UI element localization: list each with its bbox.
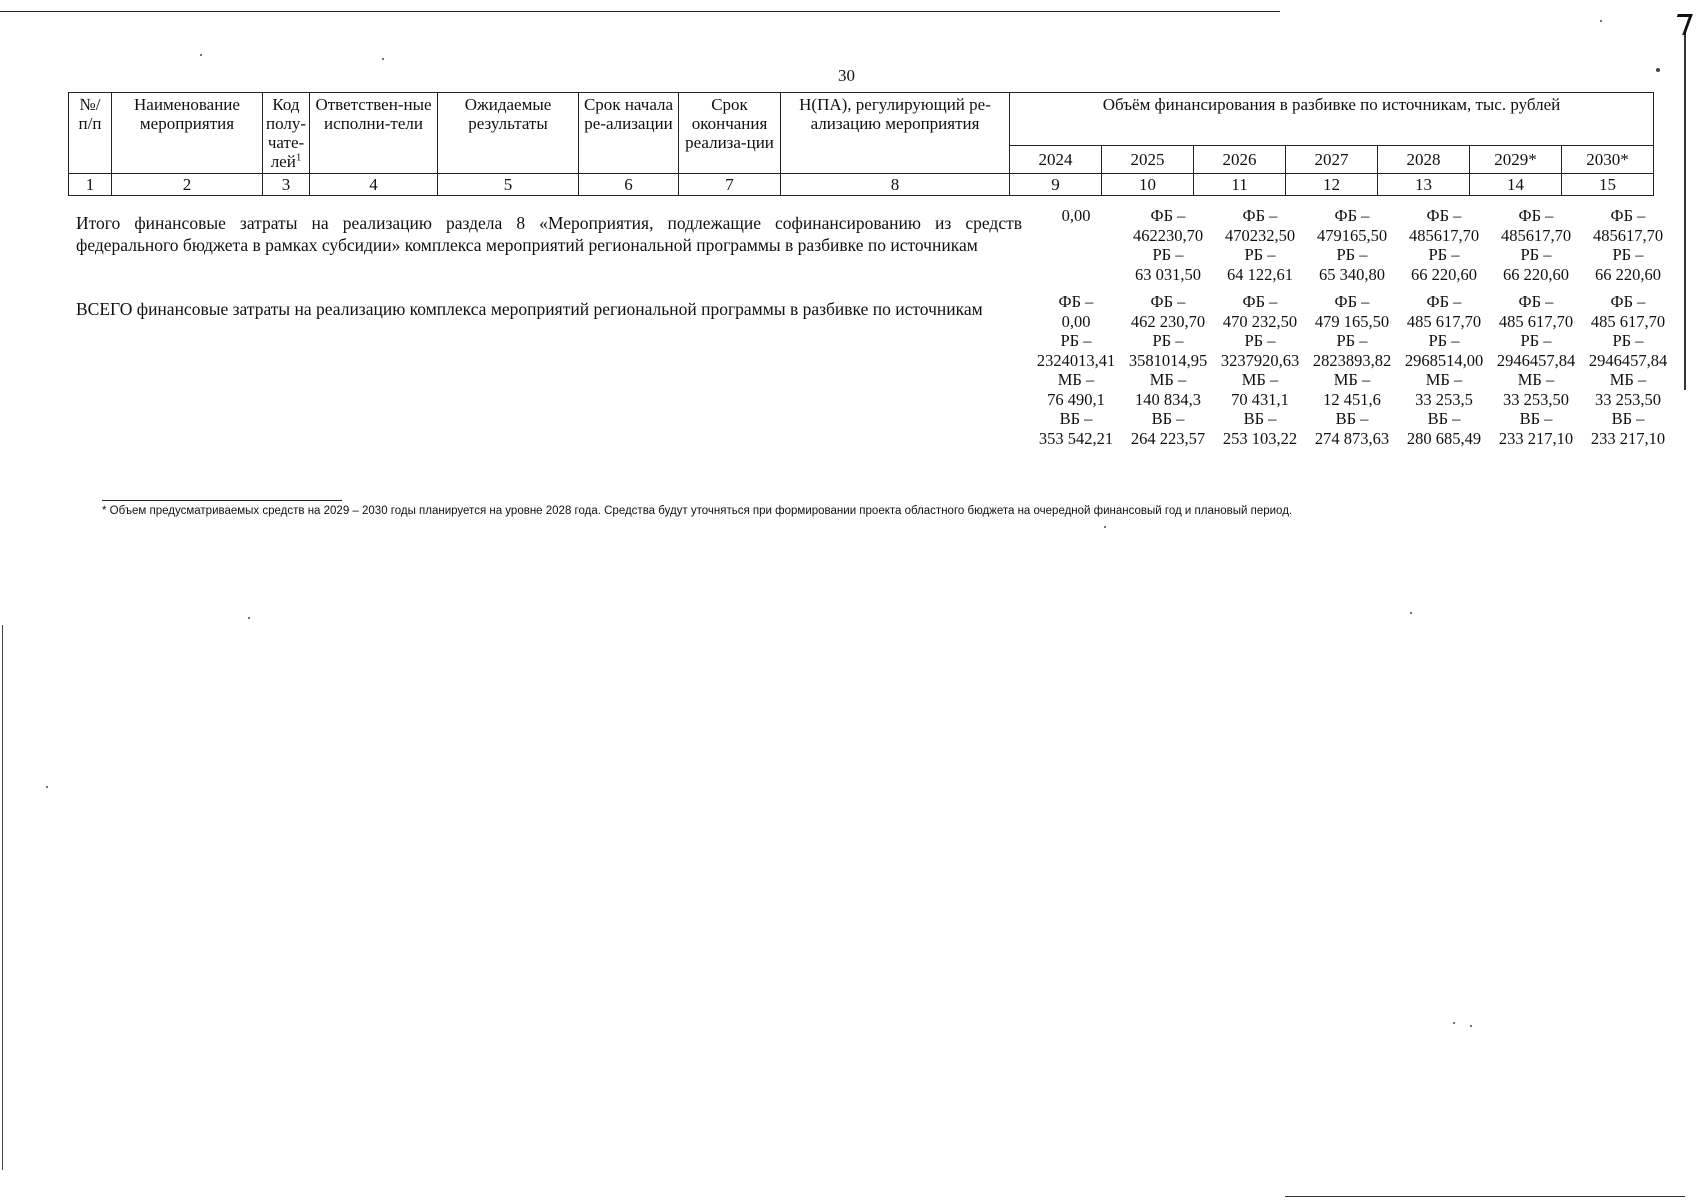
funding-value-line: 66 220,60 (1503, 264, 1569, 284)
funding-value-line: РБ – (1520, 245, 1552, 264)
funding-value-line: РБ – (1060, 331, 1092, 350)
funding-value-line: РБ – (1244, 331, 1276, 350)
funding-value-line: МБ – (1425, 370, 1463, 389)
funding-value-line: РБ – (1428, 331, 1460, 350)
column-number: 3 (263, 174, 310, 196)
column-number: 12 (1286, 174, 1378, 196)
column-number: 13 (1378, 174, 1470, 196)
funding-value-line: РБ – (1152, 245, 1184, 264)
funding-value-line: 140 834,3 (1135, 389, 1201, 409)
funding-value-line: 70 431,1 (1231, 389, 1289, 409)
funding-value-line: 470232,50 (1224, 225, 1296, 245)
column-number: 8 (781, 174, 1010, 196)
year-header: 2027 (1286, 146, 1378, 174)
funding-value-line: 233 217,10 (1498, 428, 1574, 448)
funding-value-line: 63 031,50 (1135, 264, 1201, 284)
funding-value-line: ФБ – (1518, 206, 1554, 225)
funding-value-line: 2946457,84 (1588, 350, 1668, 370)
funding-value-line: РБ – (1244, 245, 1276, 264)
col-header-regulation: Н(ПА), регулирующий ре-ализацию мероприятия (781, 93, 1010, 174)
funding-value-line: 65 340,80 (1319, 264, 1385, 284)
funding-value-line: ВБ – (1611, 409, 1645, 428)
funding-value-line: 3581014,95 (1128, 350, 1208, 370)
funding-value-line: МБ – (1333, 370, 1371, 389)
funding-value-line: РБ – (1336, 331, 1368, 350)
col-header-number: №/ п/п (69, 93, 112, 174)
scan-edge-left (2, 625, 3, 1170)
column-number: 4 (310, 174, 438, 196)
header-table (68, 92, 1654, 196)
funding-cell-section-8-total-2025 (1122, 206, 1214, 284)
col-header-recipient-code (263, 93, 310, 174)
year-header: 2026 (1194, 146, 1286, 174)
funding-cell-grand-total-2029 (1490, 292, 1582, 448)
funding-value-line: 485 617,70 (1406, 311, 1482, 331)
scan-speck (1600, 20, 1602, 22)
funding-value-line: 485 617,70 (1498, 311, 1574, 331)
funding-value-line: 353 542,21 (1038, 428, 1114, 448)
column-number: 2 (112, 174, 263, 196)
funding-value-line: 264 223,57 (1130, 428, 1206, 448)
funding-value-line: РБ – (1152, 331, 1184, 350)
funding-cell-section-8-total-2028 (1398, 206, 1490, 284)
funding-value-line: ФБ – (1610, 206, 1646, 225)
funding-cell-grand-total-2024 (1030, 292, 1122, 448)
funding-value-line: 66 220,60 (1595, 264, 1661, 284)
funding-value-line: 485 617,70 (1590, 311, 1666, 331)
funding-value-line: 64 122,61 (1227, 264, 1293, 284)
funding-value-line: 253 103,22 (1222, 428, 1298, 448)
column-number: 10 (1102, 174, 1194, 196)
funding-value-line: МБ – (1057, 370, 1095, 389)
funding-value-line: 470 232,50 (1222, 311, 1298, 331)
funding-value-line: ВБ – (1427, 409, 1461, 428)
year-header: 2025 (1102, 146, 1194, 174)
funding-cell-grand-total-2025 (1122, 292, 1214, 448)
funding-cell-grand-total-2030 (1582, 292, 1674, 448)
column-number: 14 (1470, 174, 1562, 196)
funding-value-line: 33 253,5 (1415, 389, 1473, 409)
funding-value-line: 2324013,41 (1036, 350, 1116, 370)
funding-value-line: РБ – (1520, 331, 1552, 350)
funding-cell-section-8-total-2027 (1306, 206, 1398, 284)
scan-speck (382, 58, 384, 60)
funding-value-line: ФБ – (1334, 292, 1370, 311)
funding-value-line: 12 451,6 (1323, 389, 1381, 409)
funding-value-line: РБ – (1428, 245, 1460, 264)
column-number: 6 (579, 174, 679, 196)
funding-value-line: ФБ – (1242, 206, 1278, 225)
year-header: 2029* (1470, 146, 1562, 174)
funding-value-line: 485617,70 (1408, 225, 1480, 245)
page-number: 30 (838, 66, 855, 85)
column-number: 9 (1010, 174, 1102, 196)
footnote-rule (102, 500, 342, 501)
scan-speck (200, 54, 202, 56)
funding-value-line: ФБ – (1334, 206, 1370, 225)
row-label-section-8-total: Итого финансовые затраты на реализацию раздела 8 «Мероприятия, подлежащие софинансированию из средств федерального бюджета в рамках субсидии» комплекса мероприятий региональной программы в разбивке по источникам (76, 213, 1022, 255)
funding-value-line: 479 165,50 (1314, 311, 1390, 331)
column-number: 1 (69, 174, 112, 196)
funding-value-line: 280 685,49 (1406, 428, 1482, 448)
funding-value-line: ВБ – (1151, 409, 1185, 428)
funding-value-line: ВБ – (1243, 409, 1277, 428)
scan-speck (1656, 68, 1660, 72)
funding-cell-grand-total-2028 (1398, 292, 1490, 448)
funding-value-line: МБ – (1517, 370, 1555, 389)
funding-value-line: РБ – (1336, 245, 1368, 264)
funding-value-line: 274 873,63 (1314, 428, 1390, 448)
funding-value-line: ФБ – (1518, 292, 1554, 311)
funding-value-line: ФБ – (1426, 206, 1462, 225)
funding-value-line: 66 220,60 (1411, 264, 1477, 284)
funding-value-line: МБ – (1149, 370, 1187, 389)
funding-value-line: ФБ – (1610, 292, 1646, 311)
funding-cell-section-8-total-2029 (1490, 206, 1582, 284)
funding-value-line: 233 217,10 (1590, 428, 1666, 448)
funding-cell-section-8-total-2030 (1582, 206, 1674, 284)
funding-value-line: РБ – (1612, 331, 1644, 350)
funding-value-line: МБ – (1241, 370, 1279, 389)
funding-cell-section-8-total-2024 (1030, 206, 1122, 226)
column-number: 15 (1562, 174, 1654, 196)
funding-cell-grand-total-2027 (1306, 292, 1398, 448)
year-header: 2030* (1562, 146, 1654, 174)
col-header-start: Срок начала ре-ализации (579, 93, 679, 174)
funding-value-line: 76 490,1 (1047, 389, 1105, 409)
funding-value-line: ФБ – (1150, 206, 1186, 225)
funding-value-line: 462 230,70 (1130, 311, 1206, 331)
column-number: 7 (679, 174, 781, 196)
col-header-executors: Ответствен-ные исполни-тели (310, 93, 438, 174)
scan-edge-right (1684, 30, 1686, 390)
row-label-grand-total: ВСЕГО финансовые затраты на реализацию комплекса мероприятий региональной программы в разбивке по источникам (76, 299, 983, 319)
col-header-funding: Объём финансирования в разбивке по источникам, тыс. рублей (1010, 93, 1654, 146)
funding-value-line: ФБ – (1426, 292, 1462, 311)
scan-speck (1410, 612, 1412, 614)
funding-cell-grand-total-2026 (1214, 292, 1306, 448)
funding-value-line: 2946457,84 (1496, 350, 1576, 370)
funding-value-line: 33 253,50 (1503, 389, 1569, 409)
scan-speck (1453, 1022, 1455, 1024)
recipient-code-label: Код полу-чате-лей (266, 95, 307, 171)
funding-value-line: 462230,70 (1132, 225, 1204, 245)
funding-value-line: РБ – (1612, 245, 1644, 264)
bottom-rule (1285, 1196, 1685, 1197)
funding-value-line: 485617,70 (1592, 225, 1664, 245)
funding-value-line: ФБ – (1150, 292, 1186, 311)
scan-speck (248, 617, 250, 619)
funding-value-line: ВБ – (1335, 409, 1369, 428)
funding-value-line: 485617,70 (1500, 225, 1572, 245)
funding-value-line: 2968514,00 (1404, 350, 1484, 370)
recipient-code-footnote-mark: 1 (295, 151, 302, 164)
scan-speck (1470, 1025, 1472, 1027)
scan-speck (46, 786, 48, 788)
top-rule (0, 11, 1280, 12)
footnote: * Объем предусматриваемых средств на 2029 – 2030 годы планируется на уровне 2028 года. Средства будут уточняться при формировании проекта областного бюджета на очередной финансовый год и плановый период. (102, 505, 1293, 517)
funding-value-line: 2823893,82 (1312, 350, 1392, 370)
col-header-name: Наименование мероприятия (112, 93, 263, 174)
col-header-results: Ожидаемые результаты (438, 93, 579, 174)
funding-value-line: 33 253,50 (1595, 389, 1661, 409)
year-header: 2024 (1010, 146, 1102, 174)
funding-value-line: ФБ – (1058, 292, 1094, 311)
col-header-end: Срок окончания реализа-ции (679, 93, 781, 174)
scan-corner-mark (1670, 14, 1693, 35)
column-number: 5 (438, 174, 579, 196)
funding-cell-section-8-total-2026 (1214, 206, 1306, 284)
funding-value-line: ФБ – (1242, 292, 1278, 311)
funding-value-line: 0,00 (1061, 311, 1091, 331)
funding-value-line: 0,00 (1061, 206, 1091, 225)
year-header: 2028 (1378, 146, 1470, 174)
funding-value-line: МБ – (1609, 370, 1647, 389)
column-number: 11 (1194, 174, 1286, 196)
funding-value-line: ВБ – (1059, 409, 1093, 428)
funding-value-line: ВБ – (1519, 409, 1553, 428)
funding-value-line: 479165,50 (1316, 225, 1388, 245)
funding-value-line: 3237920,63 (1220, 350, 1300, 370)
scan-speck (1104, 526, 1106, 528)
